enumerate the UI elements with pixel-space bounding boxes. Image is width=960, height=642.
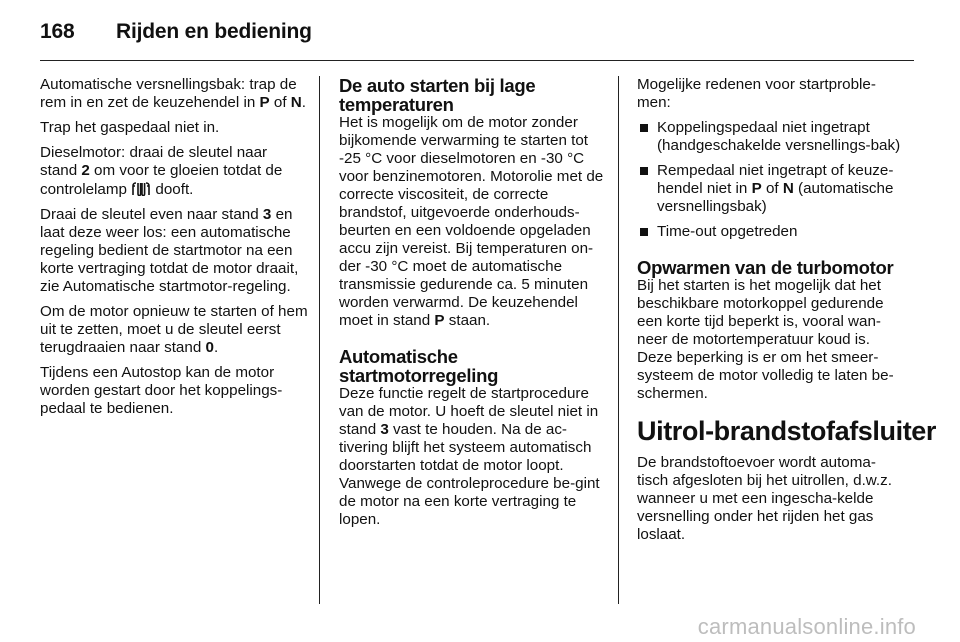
text: staan.	[444, 312, 491, 329]
column-3	[637, 76, 937, 551]
gear-label: P	[434, 312, 445, 329]
column-divider-2	[618, 76, 619, 604]
text: of	[269, 94, 291, 111]
text: Rempedaal niet ingetrapt of keuze-hendel niet in	[657, 162, 894, 197]
paragraph: De brandstoftoevoer wordt automa-tisch afgesloten bij het uitrollen, d.w.z. wanneer u met een ingescha-kelde versnelling onder het rijden het gas loslaat.	[637, 454, 892, 543]
list-item	[637, 223, 905, 241]
gear-label: P	[751, 180, 762, 197]
glow-plug-icon	[131, 180, 151, 196]
paragraph	[40, 206, 308, 296]
bullet-list	[637, 119, 905, 241]
text: Dieselmotor: draai de sleutel naar stand	[40, 144, 268, 179]
column-1	[40, 76, 308, 425]
paragraph: Tijdens een Autostop kan de motor worden gestart door het koppelings-pedaal te bedienen.	[40, 364, 283, 417]
column-2	[339, 76, 605, 536]
list-item	[637, 119, 905, 155]
paragraph	[40, 144, 308, 199]
key-position: 2	[81, 162, 90, 179]
key-position: 3	[262, 206, 272, 223]
text: vast te houden. Na de ac-tivering blijft het systeem automatisch doorstarten totdat de motor loopt. Vanwege de controleprocedure be-gint de motor na een korte vertraging te lopen.	[339, 421, 600, 528]
text: om voor te gloeien totdat de controlelamp	[40, 162, 283, 198]
list-item	[637, 162, 905, 216]
text: Koppelingspedaal niet ingetrapt (handgeschakelde versnellings-bak)	[657, 119, 901, 154]
text: (automatische versnellingsbak)	[657, 180, 894, 215]
text: Draai de sleutel even naar stand	[40, 206, 263, 223]
paragraph: Bij het starten is het mogelijk dat het beschikbare motorkoppel gedurende een korte tijd beperkt is, vooral wan-neer de motortemperatuur koud is. Deze beperking is er om het smeer-systeem de motor volledig te laten be-schermen.	[637, 277, 894, 402]
paragraph: Trap het gaspedaal niet in.	[40, 119, 220, 136]
bullet-icon	[640, 167, 648, 175]
section-heading: Automatische startmotorregeling	[339, 346, 499, 386]
key-position: 0	[205, 339, 214, 356]
paragraph: Mogelijke redenen voor startproble-men:	[637, 76, 876, 111]
paragraph	[339, 114, 605, 330]
gear-label: P	[259, 94, 270, 111]
text: Het is mogelijk om de motor zonder bijkomende verwarming te starten tot -25 °C voor dieselmotoren en -30 °C voor benzinemotoren. Motorolie met de correcte viscositeit, de correcte brandstof, uitgevoerde onderhouds-beurten en een voldoende opgeladen accu zijn vereist. Bij temperaturen on-der -30 °C moet de automatische transmissie gedurende ca. 5 minuten worden verwarmd. De keuzehendel moet in stand	[339, 114, 604, 329]
key-position: 3	[380, 421, 389, 438]
watermark: carmanualsonline.info	[697, 614, 916, 639]
text: Automatische versnellingsbak: trap de rem in en zet de keuzehendel in	[40, 76, 297, 111]
text: Deze functie regelt de startprocedure van de motor. U hoeft de sleutel niet in stand	[339, 385, 599, 438]
text: en laat deze weer los: een automatische regeling bedient de startmotor na een korte vertraging totdat de motor draait, zie Automatische startmotor-regeling.	[40, 206, 299, 295]
text: .	[301, 94, 306, 111]
paragraph	[339, 385, 605, 529]
gear-label: N	[782, 180, 794, 197]
column-divider-1	[319, 76, 320, 604]
text: Time-out opgetreden	[657, 223, 798, 240]
text: of	[761, 180, 783, 197]
text: .	[213, 339, 219, 356]
gear-label: N	[290, 94, 302, 111]
section-heading: De auto starten bij lage temperaturen	[339, 75, 536, 115]
text: Om de motor opnieuw te starten of hem uit te zetten, moet u de sleutel eerst terugdraaien naar stand	[40, 303, 308, 356]
chapter-title: Rijden en bediening	[116, 20, 312, 43]
header-divider	[40, 60, 914, 61]
paragraph	[40, 76, 308, 112]
major-heading: Uitrol-brandstofafsluiter	[637, 416, 937, 446]
bullet-icon	[640, 228, 648, 236]
page-number: 168	[40, 20, 75, 43]
section-heading: Opwarmen van de turbomotor	[637, 257, 894, 278]
paragraph	[40, 303, 308, 357]
bullet-icon	[640, 124, 648, 132]
text: dooft.	[151, 181, 194, 198]
